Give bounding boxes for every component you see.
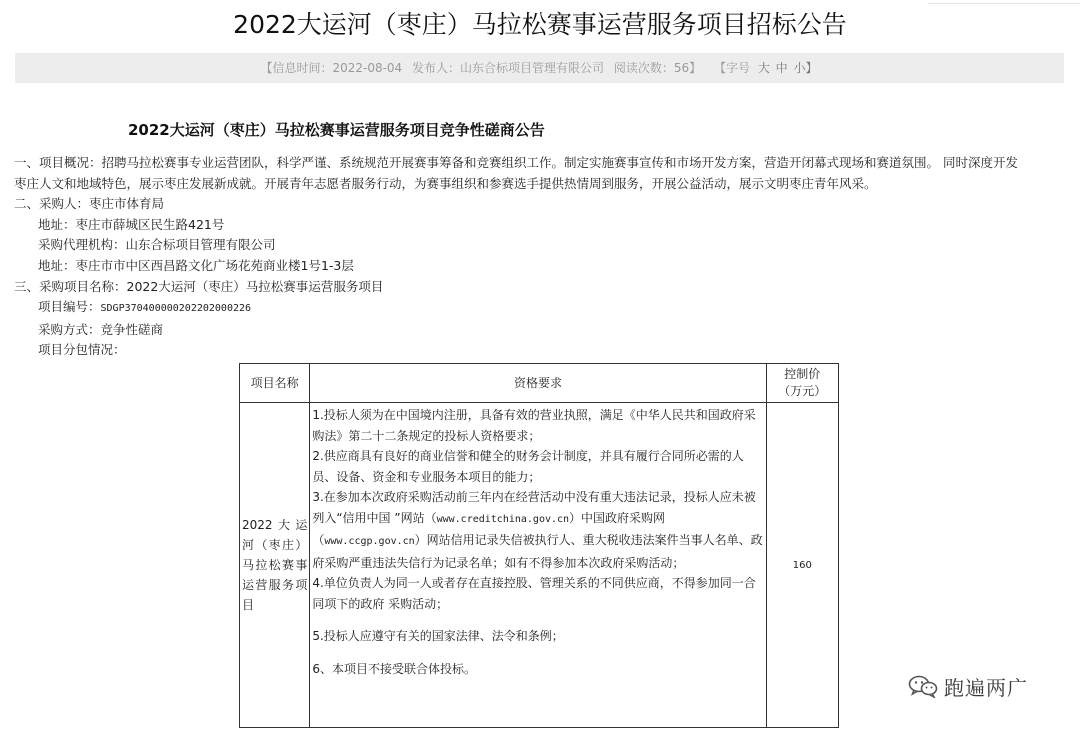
publisher: 发布人：山东合标项目管理有限公司 (412, 61, 605, 75)
read-count: 阅读次数：56】 (613, 61, 702, 75)
creditchina-url: www.creditchina.gov.cn (436, 513, 570, 525)
agency-address: 地址：枣庄市市中区西昌路文化广场花苑商业楼1号1-3层 (38, 257, 354, 273)
procurement-method: 采购方式：竞争性磋商 (38, 321, 164, 337)
announcement-subtitle: 2022大运河（枣庄）马拉松赛事运营服务项目竞争性磋商公告 (128, 121, 545, 139)
requirement-3-a: 3.在参加本次政府采购活动前三年内在经营活动中没有重大违法记录，投标人应未被列入“信用中国 ”网站（ (312, 490, 756, 525)
header-control-price (766, 364, 838, 403)
ccgp-url: www.ccgp.gov.cn (324, 536, 415, 547)
info-time: 【信息时间：2022-08-04 (260, 61, 403, 75)
font-size-label: 【字号 (713, 61, 750, 75)
project-name: 三、采购项目名称：2022大运河（枣庄）马拉松赛事运营服务项目 (14, 278, 384, 294)
page-title: 2022大运河（枣庄）马拉松赛事运营服务项目招标公告 (233, 10, 847, 39)
requirement-3 (312, 487, 763, 573)
watermark (908, 672, 1028, 700)
project-code: SDGP370400000202202000226 (100, 303, 252, 315)
table-header-row (240, 364, 839, 403)
purchaser-address: 地址：枣庄市薛城区民生路421号 (38, 216, 225, 232)
overview-line-1: 一、项目概况：招聘马拉松赛事专业运营团队，科学严谨、系统规范开展赛事筹备和竞赛组织工作。制定实施赛事宣传和市场开发方案，营造开闭幕式现场和赛道氛围。 同时深度开发 (14, 155, 1018, 170)
cell-requirements (310, 403, 766, 728)
meta-bar (15, 53, 1064, 83)
project-table (239, 363, 839, 728)
watermark-text: 跑遍两广 (944, 675, 1028, 700)
project-code-label: 项目编号： (38, 299, 101, 315)
lot-info: 项目分包情况： (38, 342, 126, 358)
requirement-3-b: ）中国政府采购网（ (312, 510, 666, 547)
requirement-6: 6、本项目不接受联合体投标。 (312, 661, 476, 676)
requirement-4: 4.单位负责人为同一人或者存在直接控股、管理关系的不同供应商，不得参加同一合同项下的政府 采购活动； (312, 576, 756, 611)
header-requirements: 资格要求 (310, 364, 766, 403)
font-size-small-link[interactable]: 小】 (793, 61, 818, 75)
cell-control-price: 160 (766, 403, 838, 728)
requirement-3-c: ）网站信用记录失信被执行人、重大税收违法案件当事人名单、政府采购严重违法失信行为记录名单；如有不得参加本次政府采购活动； (312, 533, 763, 570)
top-right-divider (928, 0, 1080, 4)
header-price-line-1: 控制价 (784, 367, 821, 381)
project-code-line (14, 297, 1064, 320)
announcement-body (14, 153, 1064, 361)
purchaser: 二、采购人：枣庄市体育局 (14, 196, 165, 212)
requirement-2: 2.供应商具有良好的商业信誉和健全的财务会计制度，并具有履行合同所必需的人员、设备、资金和专业服务本项目的能力； (312, 449, 744, 484)
overview-line-2: 枣庄人文和地域特色，展示枣庄发展新成就。开展青年志愿者服务行动，为赛事组织和参赛选手提供热情周到服务，开展公益活动，展示文明枣庄青年风采。 (14, 175, 877, 191)
font-size-control (711, 61, 819, 75)
header-price-line-2: （万元） (778, 384, 827, 398)
requirement-5: 5.投标人应遵守有关的国家法律、法令和条例； (312, 629, 564, 643)
cell-project-name: 2022大运河（枣庄）马拉松赛事运营服务项目 (240, 403, 310, 728)
header-project-name: 项目名称 (240, 364, 310, 403)
font-size-medium-link[interactable]: 中 (775, 61, 788, 75)
wechat-icon (908, 674, 938, 698)
table-row (240, 403, 839, 728)
requirement-1: 1.投标人须为在中国境内注册，具备有效的营业执照，满足《中华人民共和国政府采购法》第二十二条规定的投标人资格要求； (312, 408, 756, 443)
font-size-large-link[interactable]: 大 (757, 61, 770, 75)
agency: 采购代理机构：山东合标项目管理有限公司 (38, 237, 276, 253)
